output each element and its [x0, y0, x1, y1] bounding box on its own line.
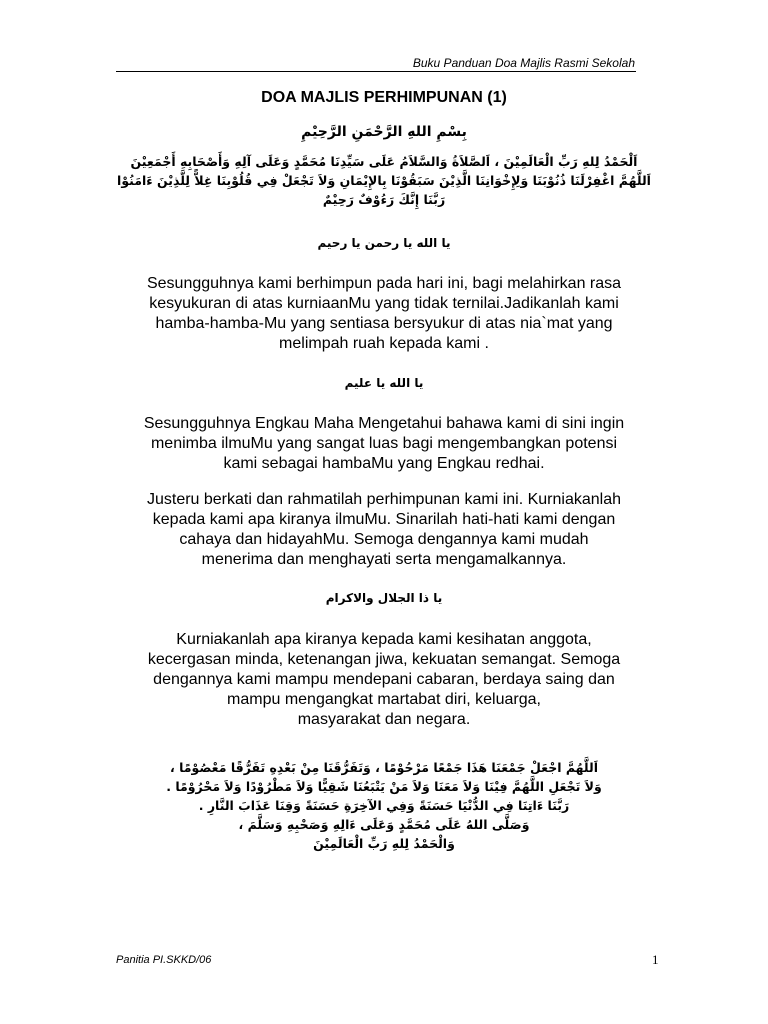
document-title: DOA MAJLIS PERHIMPUNAN (1)	[261, 89, 507, 106]
paragraph-line: melimpah ruah kepada kami .	[279, 335, 489, 352]
invocation-1: يا الله يا رحمن يا رحيم	[317, 236, 451, 250]
closing-prayer-line: وَالْحَمْدُ لِلهِ رَبِّ الْعَالَمِيْنَ	[313, 836, 455, 851]
paragraph-line: cahaya dan hidayahMu. Semoga dengannya kami mudah	[179, 531, 589, 548]
closing-prayer	[0, 758, 768, 853]
paragraph-line: dengannya kami mampu mendepani cabaran, berdaya saing dan	[153, 671, 615, 688]
paragraph-4	[96, 630, 672, 730]
closing-prayer-line: وَلاَ تَجْعَلِ اللَّهُمَّ فِيْنَا وَلاَ مَعَنَا وَلاَ مَنْ يَتْبَعُنَا شَقِيًّا وَلاَ مَطْرُوْدًا وَلاَ مَحْرُوْمًا .	[166, 779, 602, 794]
closing-prayer-line: وَصَلَّى اللهُ عَلَى مُحَمَّدٍ وَعَلَى ءَالِهِ وَصَحْبِهِ وَسَلَّمَ ،	[238, 817, 530, 832]
paragraph-line: Justeru berkati dan rahmatilah perhimpunan kami ini. Kurniakanlah	[146, 491, 622, 508]
paragraph-line: menerima dan menghayati serta mengamalkannya.	[201, 551, 567, 568]
opening-prayer-line: اَلْحَمْدُ لِلهِ رَبِّ الْعَالَمِيْنَ ، اَلصَّلاَةُ وَالسَّلاَمُ عَلَى سَيِّدِنَا مُحَمَّدٍ وَعَلَى آلِهِ وَأَصْحَابِهِ أَجْمَعِيْنَ	[130, 154, 638, 169]
paragraph-line: Kurniakanlah apa kiranya kepada kami kesihatan anggota,	[176, 631, 592, 648]
header-rule	[116, 71, 636, 72]
opening-prayer	[0, 152, 768, 209]
paragraph-line: masyarakat dan negara.	[297, 711, 471, 728]
invocation-3: يا ذا الجلال والاكرام	[325, 591, 443, 605]
header-running-title: Buku Panduan Doa Majlis Rasmi Sekolah	[412, 56, 635, 70]
opening-prayer-line: اَللَّهُمَّ اغْفِرْلَنَا ذُنُوْبَنَا وَلِإِخْوَانِنَا الَّذِيْنَ سَبَقُوْنَا بِالإِيْمَانِ وَلاَ تَجْعَلْ فِي قُلُوْبِنَا غِلاًّ لِلَّذِيْنَ ءَامَنُوْا	[117, 173, 651, 188]
paragraph-line: menimba ilmuMu yang sangat luas bagi mengembangkan potensi	[150, 435, 618, 452]
closing-prayer-line: رَبَّنَا ءَاتِنَا فِي الدُّنْيَا حَسَنَةً وَفِي الآخِرَةِ حَسَنَةً وَقِنَا عَذَابَ النَّارِ .	[198, 798, 570, 813]
paragraph-line: kami sebagai hambaMu yang Engkau redhai.	[223, 455, 545, 472]
paragraph-line: Sesungguhnya Engkau Maha Mengetahui bahawa kami di sini ingin	[143, 415, 625, 432]
paragraph-2	[96, 414, 672, 474]
footer-label: Panitia PI.SKKD/06	[116, 954, 212, 966]
paragraph-line: kepada kami apa kiranya ilmuMu. Sinarilah hati-hati kami dengan	[152, 511, 616, 528]
closing-prayer-line: اَللَّهُمَّ اجْعَلْ جَمْعَنَا هَذَا جَمْعًا مَرْحُوْمًا ، وَتَفَرُّقَنَا مِنْ بَعْدِهِ تَفَرُّقًا مَعْصُوْمًا ،	[170, 760, 598, 775]
paragraph-line: kecergasan minda, ketenangan jiwa, kekuatan semangat. Semoga	[147, 651, 621, 668]
paragraph-3	[96, 490, 672, 570]
opening-prayer-line: رَبَّنَا إِنَّكَ رَءُوْفٌ رَحِيْمٌ	[322, 192, 446, 207]
invocation-2: يا الله يا عليم	[344, 376, 424, 390]
paragraph-line: hamba-hamba-Mu yang sentiasa bersyukur di atas nia`mat yang	[155, 315, 613, 332]
paragraph-line: Sesungguhnya kami berhimpun pada hari ini, bagi melahirkan rasa	[146, 275, 622, 292]
paragraph-1	[96, 274, 672, 354]
paragraph-line: mampu mengangkat martabat diri, keluarga,	[227, 691, 541, 708]
page-number: 1	[652, 952, 659, 967]
paragraph-line: kesyukuran di atas kurniaanMu yang tidak ternilai.Jadikanlah kami	[149, 295, 619, 312]
basmala: بِسْمِ اللهِ الرَّحْمَنِ الرَّحِيْمِ	[301, 124, 467, 140]
